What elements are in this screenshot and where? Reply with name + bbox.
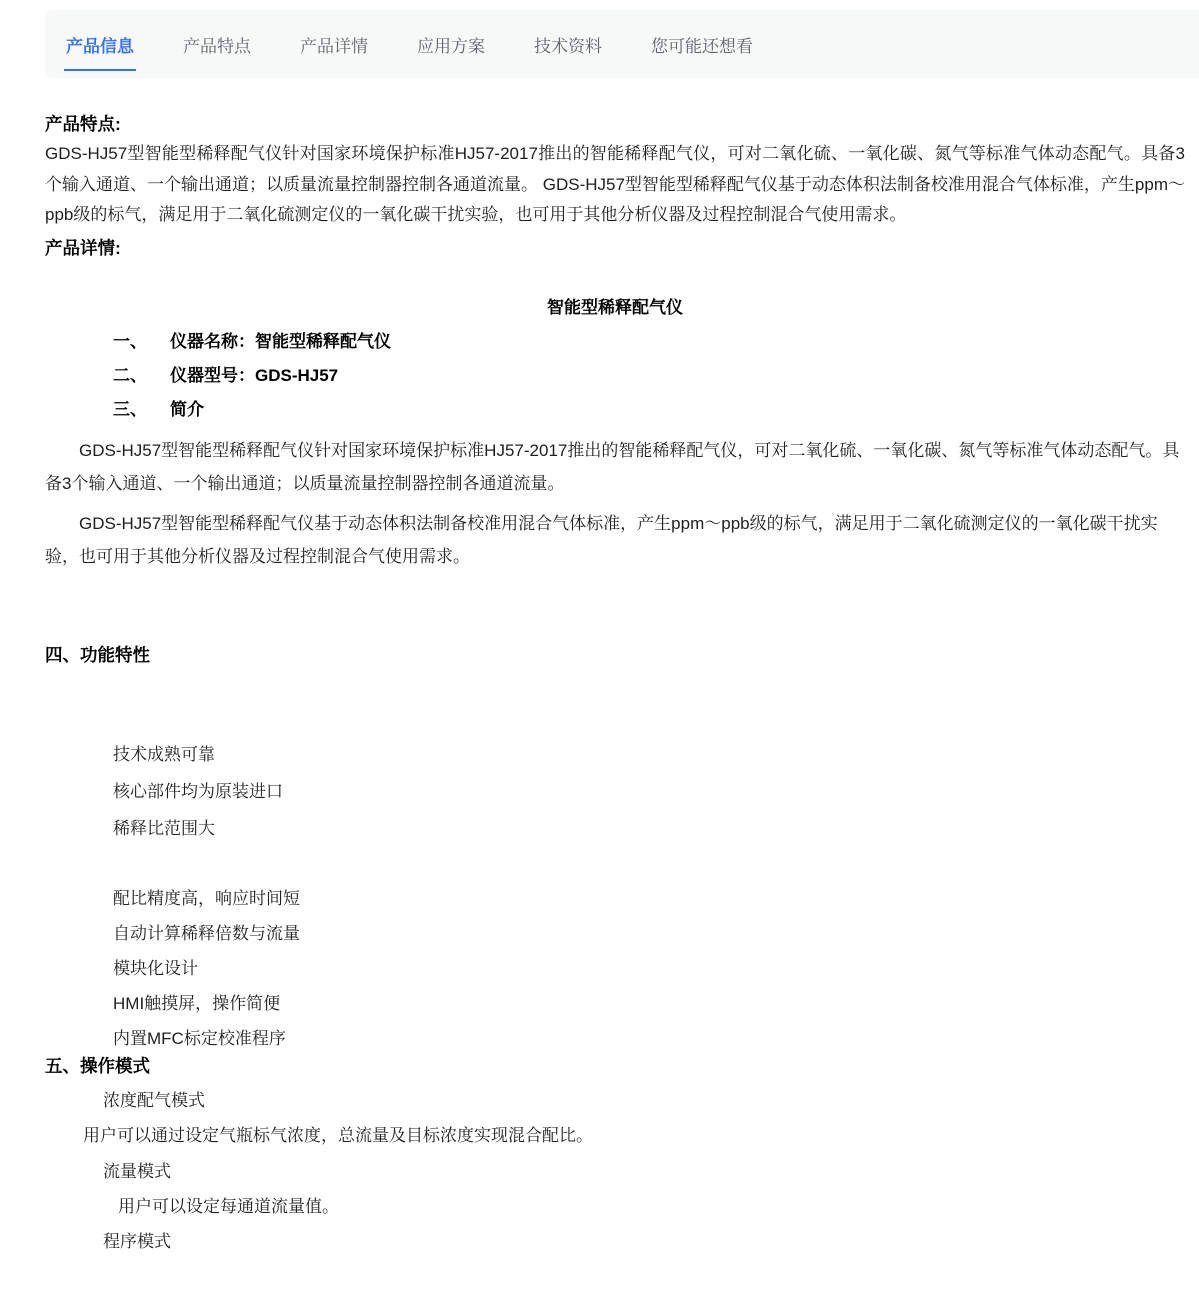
feature-item: 模块化设计 [113, 958, 198, 978]
mode-description: 用户可以通过设定气瓶标气浓度，总流量及目标浓度实现混合配比。 [83, 1125, 593, 1145]
spec-item-number: 二、 [113, 365, 147, 385]
spec-item-introduction [113, 400, 1185, 419]
spec-item-instrument-name [113, 332, 1185, 351]
product-info-content [0, 114, 1199, 1251]
spec-item-number: 三、 [113, 399, 147, 419]
intro-paragraph-1: GDS-HJ57型智能型稀释配气仪针对国家环境保护标准HJ57-2017推出的智能稀释配气仪，可对二氧化硫、一氧化碳、氮气等标准气体动态配气。具备3个输入通道、一个输出通道；以质量流量控制器控制各通道流量。 [45, 440, 1180, 493]
features-intro-paragraph: GDS-HJ57型智能型稀释配气仪针对国家环境保护标准HJ57-2017推出的智能稀释配气仪，可对二氧化硫、一氧化碳、氮气等标准气体动态配气。具备3个输入通道、一个输出通道；以质量流量控制器控制各通道流量。 GDS-HJ57型智能型稀释配气仪基于动态体积法制备校准用混合气体标准，产生ppm～ppb级的标气，满足用于二氧化硫测定仪的一氧化碳干扰实验，也可用于其他分析仪器及过程控制混合气使用需求。 [45, 144, 1185, 224]
mode-name-concentration: 浓度配气模式 [103, 1090, 205, 1110]
feature-item: 技术成熟可靠 [113, 744, 215, 764]
feature-item: 稀释比范围大 [113, 818, 215, 838]
features-section-heading: 产品特点: [45, 114, 121, 134]
spec-item-number: 一、 [113, 331, 147, 351]
feature-item: HMI触摸屏，操作简便 [113, 993, 281, 1013]
spec-item-instrument-model [113, 366, 1185, 385]
spec-item-text: 简介 [170, 399, 204, 419]
product-tab-bar [45, 10, 1199, 78]
product-title: 智能型稀释配气仪 [547, 297, 683, 317]
functional-features-heading: 四、功能特性 [45, 644, 150, 665]
feature-item: 核心部件均为原装进口 [113, 781, 283, 801]
feature-item: 自动计算稀释倍数与流量 [113, 923, 300, 943]
mode-name-program: 程序模式 [103, 1231, 171, 1251]
tab-application-plan[interactable]: 应用方案 [417, 36, 485, 56]
operation-modes-heading: 五、操作模式 [45, 1055, 150, 1076]
feature-item: 内置MFC标定校准程序 [113, 1028, 286, 1048]
intro-paragraph-2: GDS-HJ57型智能型稀释配气仪基于动态体积法制备校准用混合气体标准，产生ppm～ppb级的标气，满足用于二氧化硫测定仪的一氧化碳干扰实验，也可用于其他分析仪器及过程控制混合气使用需求。 [45, 513, 1158, 566]
details-section-heading: 产品详情: [45, 237, 121, 258]
tab-product-info[interactable]: 产品信息 [64, 10, 136, 79]
tab-technical-docs[interactable]: 技术资料 [534, 36, 602, 56]
mode-description: 用户可以设定每通道流量值。 [118, 1196, 339, 1216]
tab-product-features[interactable]: 产品特点 [183, 36, 251, 56]
spec-item-text: 仪器名称：智能型稀释配气仪 [170, 331, 391, 351]
feature-item: 配比精度高，响应时间短 [113, 888, 300, 908]
tab-related-items[interactable]: 您可能还想看 [651, 36, 753, 56]
tab-product-details[interactable]: 产品详情 [300, 36, 368, 56]
mode-name-flow: 流量模式 [103, 1161, 171, 1181]
spec-item-text: 仪器型号：GDS-HJ57 [170, 365, 339, 385]
